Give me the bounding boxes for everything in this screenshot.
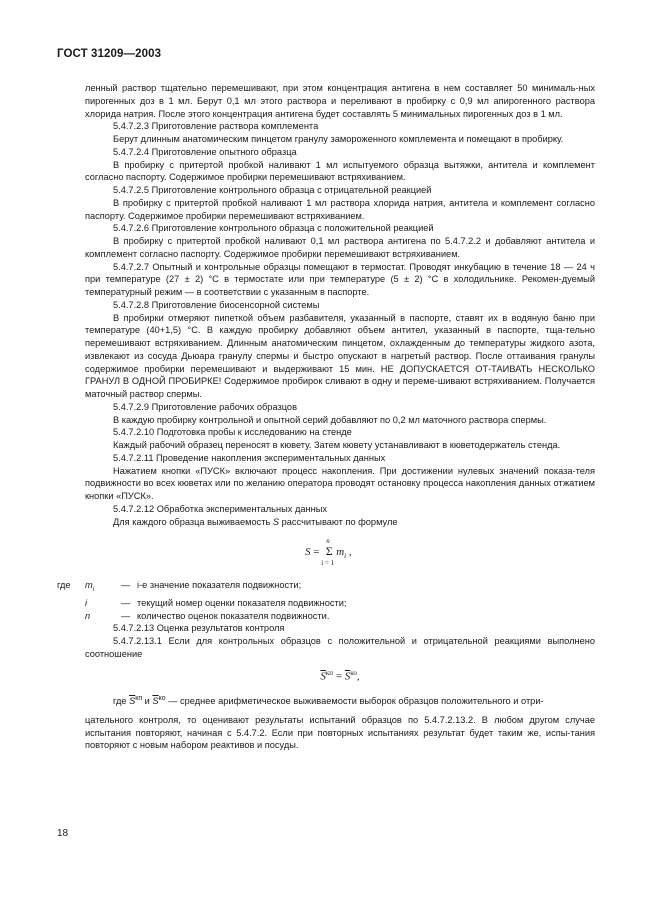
paragraph: В пробирку с притертой пробкой наливают 0,1 мл раствора антигена по 5.4.7.2.2 и добавляют антитела и комплемент согласно паспорту. Содержимое пробирки перемешивают встряхиванием.: [85, 236, 595, 259]
formula-intro: Для каждого образца выживаемость S рассчитывают по формуле: [113, 516, 398, 527]
sum-upper: n: [326, 537, 330, 546]
page-number: 18: [57, 828, 69, 839]
paragraph: цательного контроля, то оценивают результаты испытаний образцов по 5.4.7.2.13.2. В любом другом случае испытания повторяют, начиная с 5.4.7.2. Если при повторных испытаниях результат будет таким же, испы-тания повторяют с новым набором реактивов и посуды.: [85, 714, 595, 751]
paragraph: Каждый рабочий образец переносят в кювету. Затем кювету устанавливают в кюветодержатель стенда.: [113, 440, 561, 450]
formula-legend: [57, 579, 595, 622]
formula-sum: S = Σ n i = 1 $m_i$ ,: [85, 537, 595, 577]
formula-eq: =: [313, 546, 320, 559]
legend-row: где $m_i$ — i-е значение показателя подвижности;: [57, 580, 302, 594]
section-heading: 5.4.7.2.6 Приготовление контрольного образца с положительной реакцией: [113, 223, 434, 234]
formula-lhs: S: [305, 546, 311, 559]
section-heading: 5.4.7.2.9 Приготовление рабочих образцов: [113, 401, 297, 412]
paragraph: В пробирку с притертой пробкой наливают 1 мл раствора хлорида натрия, антитела и комплемент согласно паспорту. Содержимое пробирки перемешивают встряхиванием.: [85, 197, 595, 221]
paragraph: В каждую пробирку контрольной и опытной серий добавляют по 0,2 мл маточного раствора спермы.: [113, 414, 547, 425]
section-heading: 5.4.7.2.11 Проведение накопления экспериментальных данных: [113, 452, 386, 463]
paragraph: 5.4.7.2.7 Опытный и контрольные образцы помещают в термостат. Проводят инкубацию в течение 18 — 24 ч при температуре (27 ± 2) °С в термостате или при температуре (5 ± 2) °С в холодильнике. Рекомен-дуемый температурный режим — в соответствии с указанным в паспорте.: [85, 261, 595, 297]
paragraph: В пробирку с притертой пробкой наливают 1 мл испытуемого образца вытяжки, антитела и комплемент согласно паспорту. Содержимое пробирки перемешивают встряхиванием.: [85, 159, 595, 183]
section-heading: 5.4.7.2.12 Обработка экспериментальных данных: [113, 503, 327, 514]
legend-row: n — количество оценок показателя подвижности.: [85, 610, 330, 621]
section-heading: 5.4.7.2.13 Оценка результатов контроля: [113, 623, 285, 634]
document-body: [57, 82, 595, 752]
formula-ratio: $\overline{S}^{кп} = \overline{S}^{ко}$,: [320, 668, 360, 683]
section-heading: 5.4.7.2.8 Приготовление биосенсорной системы: [113, 299, 320, 310]
section-heading: 5.4.7.2.5 Приготовление контрольного образца с отрицательной реакцией: [113, 185, 432, 195]
paragraph: Нажатием кнопки «ПУСК» включают процесс накопления. При достижении нулевых значений показа-теля подвижности во всех кюветах или по желанию оператора проводят остановку процесса накопления данных отжатием кнопки «ПУСК».: [85, 465, 595, 501]
section-heading: 5.4.7.2.10 Подготовка пробы к исследованию на стенде: [113, 427, 352, 438]
sum-symbol: Σ n i = 1: [322, 545, 336, 558]
paragraph: В пробирки отмеряют пипеткой объем разбавителя, указанный в паспорте, ставят их в водяную баню при температуре (40+1,5) °С. В каждую пробирку добавляют объем антител, указанный в паспорте, тща-тельно перемешивают встряхиванием. Длинным анатомическим пинцетом, охлажденным до температуры жидкого азота, извлекают из сосуда Дьюара гранулу спермы и быстро опускают в нагретый раствор. После оттаивания гранулы содержимое пробирки перемешивают и выдерживают 15 мин. НЕ ДОПУСКАЕТСЯ ОТ-ТАИВАТЬ НЕСКОЛЬКО ГРАНУЛ В ОДНОЙ ПРОБИРКЕ! Содержимое пробирок сливают в одну и переме-шивают встряхиванием. Получается маточный раствор спермы.: [85, 312, 595, 399]
legend-row: i — текущий номер оценки показателя подвижности;: [85, 597, 347, 608]
paragraph: Берут длинным анатомическим пинцетом гранулу замороженного комплемента и помещают в пробирку.: [113, 134, 564, 144]
paragraph: 5.4.7.2.13.1 Если для контрольных образцов с положительной и отрицательной реакциями выполнено соотношение: [85, 636, 595, 659]
document-header: ГОСТ 31209—2003: [57, 48, 162, 60]
sum-lower: i = 1: [321, 559, 335, 568]
formula-term: m: [336, 546, 345, 559]
section-heading: 5.4.7.2.3 Приготовление раствора комплемента: [113, 121, 319, 132]
paragraph: где $\overline{S}^{кп}$ и $\overline{S}^{ко}$ — среднее арифметическое выживаемости выборок образцов положительного и отри-: [113, 695, 544, 707]
section-heading: 5.4.7.2.4 Приготовление опытного образца: [113, 146, 297, 157]
paragraph: ленный раствор тщательно перемешивают, при этом концентрация антигена в нем составляет 50 минималь-ных пирогенных доз в 1 мл. Берут 0,1 мл этого раствора и переливают в пробирку с 0,9 мл апирогенного раствора хлорида натрия. После этого концентрация антигена будет составлять 5 минимальных пирогенных доз в 1 мл.: [85, 83, 595, 119]
